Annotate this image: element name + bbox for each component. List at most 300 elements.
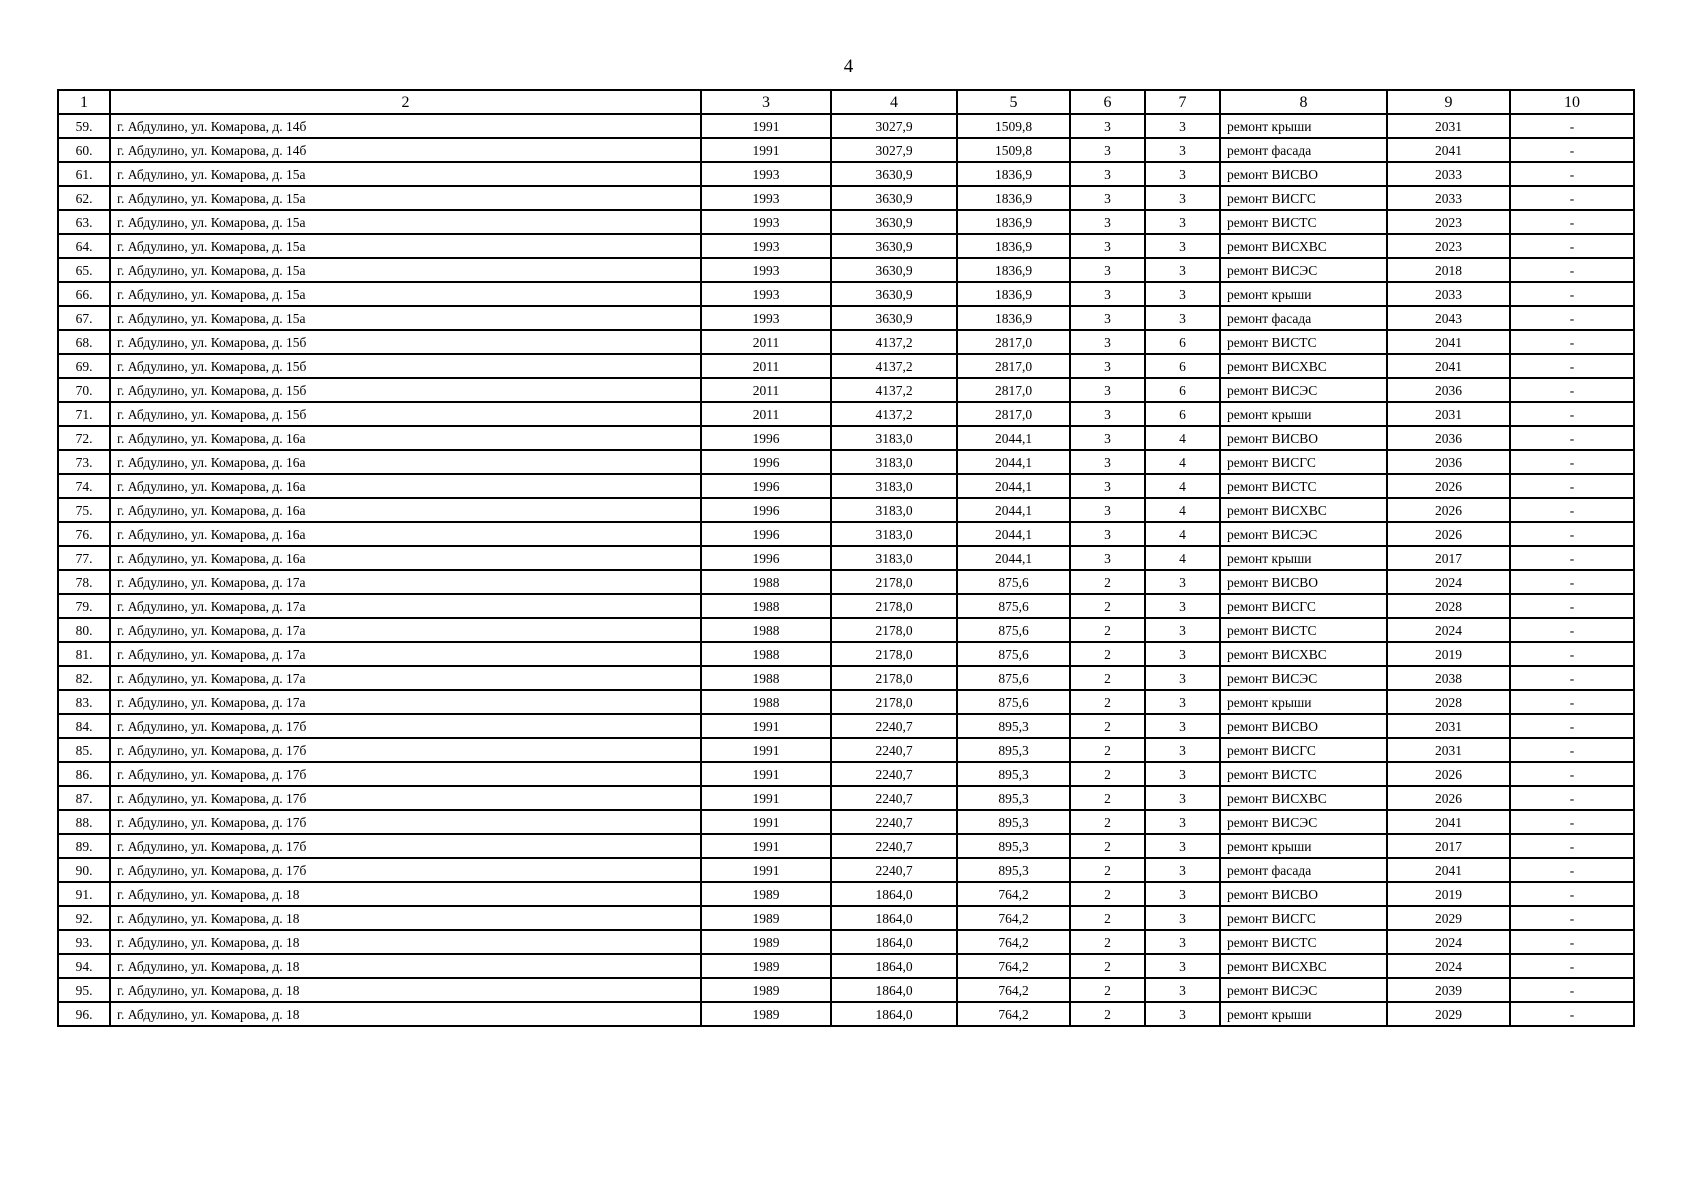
cell-address: г. Абдулино, ул. Комарова, д. 15б [110, 330, 701, 354]
cell-year-built: 1989 [701, 882, 831, 906]
cell-year-built: 1993 [701, 162, 831, 186]
cell-note: - [1510, 114, 1634, 138]
cell-work-type: ремонт ВИСХВС [1220, 642, 1387, 666]
table-row [58, 330, 1634, 354]
cell-address: г. Абдулино, ул. Комарова, д. 17б [110, 714, 701, 738]
cell-planned-year: 2029 [1387, 906, 1510, 930]
cell-year-built: 1989 [701, 954, 831, 978]
cell-row-number: 78. [58, 570, 110, 594]
table-row [58, 186, 1634, 210]
cell-note: - [1510, 306, 1634, 330]
cell-floors-6: 2 [1070, 738, 1145, 762]
cell-address: г. Абдулино, ул. Комарова, д. 18 [110, 906, 701, 930]
cell-note: - [1510, 906, 1634, 930]
cell-address: г. Абдулино, ул. Комарова, д. 17б [110, 834, 701, 858]
cell-year-built: 1989 [701, 1002, 831, 1026]
table-row [58, 162, 1634, 186]
cell-year-built: 1988 [701, 570, 831, 594]
cell-note: - [1510, 882, 1634, 906]
cell-note: - [1510, 138, 1634, 162]
cell-note: - [1510, 618, 1634, 642]
cell-year-built: 1991 [701, 762, 831, 786]
column-header-1: 1 [58, 90, 110, 114]
cell-address: г. Абдулино, ул. Комарова, д. 16а [110, 522, 701, 546]
cell-note: - [1510, 594, 1634, 618]
cell-entrances-7: 3 [1145, 1002, 1220, 1026]
cell-planned-year: 2028 [1387, 594, 1510, 618]
cell-living-area: 2817,0 [957, 354, 1070, 378]
table-row [58, 954, 1634, 978]
cell-year-built: 1996 [701, 546, 831, 570]
cell-planned-year: 2024 [1387, 930, 1510, 954]
table-row [58, 354, 1634, 378]
table-row [58, 930, 1634, 954]
cell-planned-year: 2028 [1387, 690, 1510, 714]
cell-address: г. Абдулино, ул. Комарова, д. 17а [110, 618, 701, 642]
cell-total-area: 3630,9 [831, 210, 957, 234]
cell-living-area: 1836,9 [957, 162, 1070, 186]
cell-work-type: ремонт ВИСТС [1220, 210, 1387, 234]
cell-row-number: 81. [58, 642, 110, 666]
cell-work-type: ремонт ВИСТС [1220, 930, 1387, 954]
cell-floors-6: 2 [1070, 762, 1145, 786]
cell-work-type: ремонт крыши [1220, 282, 1387, 306]
cell-total-area: 4137,2 [831, 330, 957, 354]
cell-living-area: 875,6 [957, 570, 1070, 594]
table-row [58, 498, 1634, 522]
cell-total-area: 3027,9 [831, 114, 957, 138]
cell-work-type: ремонт ВИСВО [1220, 426, 1387, 450]
cell-work-type: ремонт ВИСЭС [1220, 666, 1387, 690]
cell-address: г. Абдулино, ул. Комарова, д. 16а [110, 426, 701, 450]
cell-row-number: 65. [58, 258, 110, 282]
cell-total-area: 3630,9 [831, 162, 957, 186]
cell-living-area: 895,3 [957, 810, 1070, 834]
cell-planned-year: 2041 [1387, 138, 1510, 162]
cell-planned-year: 2018 [1387, 258, 1510, 282]
column-header-3: 3 [701, 90, 831, 114]
cell-floors-6: 3 [1070, 450, 1145, 474]
cell-floors-6: 2 [1070, 618, 1145, 642]
cell-total-area: 1864,0 [831, 978, 957, 1002]
cell-address: г. Абдулино, ул. Комарова, д. 15а [110, 282, 701, 306]
cell-work-type: ремонт крыши [1220, 402, 1387, 426]
cell-address: г. Абдулино, ул. Комарова, д. 15а [110, 306, 701, 330]
cell-planned-year: 2024 [1387, 570, 1510, 594]
cell-entrances-7: 3 [1145, 210, 1220, 234]
cell-note: - [1510, 426, 1634, 450]
cell-floors-6: 2 [1070, 858, 1145, 882]
column-header-2: 2 [110, 90, 701, 114]
cell-address: г. Абдулино, ул. Комарова, д. 17б [110, 858, 701, 882]
table-header-row [58, 90, 1634, 114]
cell-total-area: 2240,7 [831, 834, 957, 858]
cell-row-number: 91. [58, 882, 110, 906]
cell-total-area: 4137,2 [831, 402, 957, 426]
cell-year-built: 1988 [701, 666, 831, 690]
cell-planned-year: 2023 [1387, 234, 1510, 258]
cell-total-area: 1864,0 [831, 906, 957, 930]
cell-address: г. Абдулино, ул. Комарова, д. 17а [110, 594, 701, 618]
cell-floors-6: 3 [1070, 282, 1145, 306]
cell-total-area: 3183,0 [831, 450, 957, 474]
cell-entrances-7: 3 [1145, 282, 1220, 306]
cell-row-number: 87. [58, 786, 110, 810]
cell-planned-year: 2026 [1387, 498, 1510, 522]
cell-living-area: 1836,9 [957, 186, 1070, 210]
cell-total-area: 3183,0 [831, 426, 957, 450]
cell-note: - [1510, 930, 1634, 954]
cell-note: - [1510, 210, 1634, 234]
cell-year-built: 1996 [701, 450, 831, 474]
cell-living-area: 2817,0 [957, 330, 1070, 354]
cell-row-number: 61. [58, 162, 110, 186]
cell-address: г. Абдулино, ул. Комарова, д. 17а [110, 690, 701, 714]
cell-planned-year: 2019 [1387, 642, 1510, 666]
cell-total-area: 2178,0 [831, 594, 957, 618]
cell-entrances-7: 3 [1145, 762, 1220, 786]
column-header-7: 7 [1145, 90, 1220, 114]
table-row [58, 690, 1634, 714]
cell-floors-6: 2 [1070, 666, 1145, 690]
table-row [58, 234, 1634, 258]
table-row [58, 834, 1634, 858]
cell-row-number: 73. [58, 450, 110, 474]
cell-entrances-7: 4 [1145, 474, 1220, 498]
cell-total-area: 1864,0 [831, 882, 957, 906]
cell-entrances-7: 3 [1145, 978, 1220, 1002]
table-row [58, 522, 1634, 546]
cell-row-number: 94. [58, 954, 110, 978]
cell-planned-year: 2031 [1387, 402, 1510, 426]
cell-entrances-7: 6 [1145, 378, 1220, 402]
cell-year-built: 1988 [701, 642, 831, 666]
cell-row-number: 63. [58, 210, 110, 234]
cell-living-area: 2817,0 [957, 402, 1070, 426]
cell-living-area: 764,2 [957, 882, 1070, 906]
cell-work-type: ремонт ВИСТС [1220, 474, 1387, 498]
cell-row-number: 76. [58, 522, 110, 546]
cell-address: г. Абдулино, ул. Комарова, д. 16а [110, 498, 701, 522]
table-row [58, 978, 1634, 1002]
cell-row-number: 75. [58, 498, 110, 522]
table-row [58, 114, 1634, 138]
cell-row-number: 96. [58, 1002, 110, 1026]
cell-entrances-7: 3 [1145, 786, 1220, 810]
table-row [58, 618, 1634, 642]
cell-note: - [1510, 858, 1634, 882]
cell-note: - [1510, 978, 1634, 1002]
cell-total-area: 3630,9 [831, 258, 957, 282]
cell-note: - [1510, 282, 1634, 306]
cell-work-type: ремонт ВИСГС [1220, 186, 1387, 210]
cell-floors-6: 3 [1070, 138, 1145, 162]
cell-total-area: 3027,9 [831, 138, 957, 162]
cell-floors-6: 2 [1070, 1002, 1145, 1026]
cell-total-area: 1864,0 [831, 930, 957, 954]
cell-living-area: 895,3 [957, 858, 1070, 882]
cell-work-type: ремонт крыши [1220, 114, 1387, 138]
table-row [58, 474, 1634, 498]
cell-living-area: 875,6 [957, 594, 1070, 618]
table-row [58, 594, 1634, 618]
cell-floors-6: 2 [1070, 834, 1145, 858]
cell-entrances-7: 3 [1145, 690, 1220, 714]
cell-floors-6: 2 [1070, 786, 1145, 810]
cell-floors-6: 3 [1070, 474, 1145, 498]
cell-row-number: 72. [58, 426, 110, 450]
cell-work-type: ремонт ВИСХВС [1220, 354, 1387, 378]
cell-planned-year: 2026 [1387, 522, 1510, 546]
cell-work-type: ремонт крыши [1220, 546, 1387, 570]
cell-address: г. Абдулино, ул. Комарова, д. 15а [110, 186, 701, 210]
cell-living-area: 895,3 [957, 738, 1070, 762]
cell-living-area: 1836,9 [957, 258, 1070, 282]
cell-total-area: 3183,0 [831, 522, 957, 546]
cell-entrances-7: 3 [1145, 258, 1220, 282]
cell-address: г. Абдулино, ул. Комарова, д. 15б [110, 354, 701, 378]
cell-living-area: 875,6 [957, 642, 1070, 666]
cell-row-number: 82. [58, 666, 110, 690]
cell-floors-6: 2 [1070, 570, 1145, 594]
cell-living-area: 895,3 [957, 786, 1070, 810]
cell-address: г. Абдулино, ул. Комарова, д. 18 [110, 882, 701, 906]
cell-planned-year: 2036 [1387, 450, 1510, 474]
cell-work-type: ремонт крыши [1220, 1002, 1387, 1026]
cell-row-number: 69. [58, 354, 110, 378]
column-header-4: 4 [831, 90, 957, 114]
cell-note: - [1510, 738, 1634, 762]
cell-year-built: 1991 [701, 810, 831, 834]
cell-floors-6: 2 [1070, 954, 1145, 978]
cell-living-area: 2044,1 [957, 546, 1070, 570]
cell-floors-6: 3 [1070, 354, 1145, 378]
cell-note: - [1510, 1002, 1634, 1026]
cell-total-area: 3630,9 [831, 234, 957, 258]
cell-year-built: 1996 [701, 498, 831, 522]
cell-floors-6: 2 [1070, 810, 1145, 834]
cell-living-area: 2044,1 [957, 426, 1070, 450]
cell-planned-year: 2029 [1387, 1002, 1510, 1026]
cell-note: - [1510, 378, 1634, 402]
cell-year-built: 1991 [701, 858, 831, 882]
cell-row-number: 66. [58, 282, 110, 306]
table-row [58, 426, 1634, 450]
cell-address: г. Абдулино, ул. Комарова, д. 15а [110, 162, 701, 186]
cell-total-area: 3630,9 [831, 306, 957, 330]
cell-note: - [1510, 402, 1634, 426]
cell-address: г. Абдулино, ул. Комарова, д. 17а [110, 642, 701, 666]
cell-planned-year: 2033 [1387, 162, 1510, 186]
cell-planned-year: 2024 [1387, 954, 1510, 978]
cell-work-type: ремонт ВИСЭС [1220, 978, 1387, 1002]
cell-year-built: 1989 [701, 930, 831, 954]
cell-floors-6: 2 [1070, 690, 1145, 714]
cell-entrances-7: 3 [1145, 858, 1220, 882]
cell-living-area: 764,2 [957, 1002, 1070, 1026]
cell-work-type: ремонт ВИСВО [1220, 714, 1387, 738]
cell-living-area: 895,3 [957, 714, 1070, 738]
cell-row-number: 90. [58, 858, 110, 882]
table-row [58, 906, 1634, 930]
table-row [58, 714, 1634, 738]
cell-address: г. Абдулино, ул. Комарова, д. 16а [110, 546, 701, 570]
cell-row-number: 74. [58, 474, 110, 498]
cell-entrances-7: 3 [1145, 906, 1220, 930]
cell-living-area: 1509,8 [957, 138, 1070, 162]
cell-note: - [1510, 354, 1634, 378]
cell-living-area: 2817,0 [957, 378, 1070, 402]
cell-note: - [1510, 498, 1634, 522]
cell-total-area: 2240,7 [831, 810, 957, 834]
cell-address: г. Абдулино, ул. Комарова, д. 17б [110, 738, 701, 762]
cell-work-type: ремонт ВИСВО [1220, 162, 1387, 186]
cell-year-built: 1991 [701, 138, 831, 162]
cell-floors-6: 3 [1070, 258, 1145, 282]
cell-total-area: 3183,0 [831, 498, 957, 522]
cell-address: г. Абдулино, ул. Комарова, д. 15а [110, 234, 701, 258]
cell-living-area: 895,3 [957, 834, 1070, 858]
cell-note: - [1510, 258, 1634, 282]
cell-address: г. Абдулино, ул. Комарова, д. 14б [110, 138, 701, 162]
cell-planned-year: 2033 [1387, 186, 1510, 210]
cell-year-built: 1996 [701, 426, 831, 450]
cell-total-area: 4137,2 [831, 354, 957, 378]
cell-work-type: ремонт ВИСВО [1220, 570, 1387, 594]
cell-year-built: 1996 [701, 474, 831, 498]
cell-floors-6: 2 [1070, 594, 1145, 618]
cell-year-built: 1993 [701, 306, 831, 330]
cell-address: г. Абдулино, ул. Комарова, д. 16а [110, 450, 701, 474]
cell-note: - [1510, 762, 1634, 786]
table-row [58, 258, 1634, 282]
cell-entrances-7: 3 [1145, 138, 1220, 162]
cell-note: - [1510, 954, 1634, 978]
cell-floors-6: 3 [1070, 498, 1145, 522]
cell-living-area: 764,2 [957, 930, 1070, 954]
cell-entrances-7: 3 [1145, 594, 1220, 618]
cell-floors-6: 3 [1070, 306, 1145, 330]
cell-entrances-7: 4 [1145, 426, 1220, 450]
cell-note: - [1510, 474, 1634, 498]
cell-floors-6: 3 [1070, 426, 1145, 450]
cell-work-type: ремонт ВИСЭС [1220, 522, 1387, 546]
cell-work-type: ремонт ВИСХВС [1220, 498, 1387, 522]
cell-total-area: 2178,0 [831, 666, 957, 690]
cell-living-area: 875,6 [957, 618, 1070, 642]
cell-address: г. Абдулино, ул. Комарова, д. 15б [110, 378, 701, 402]
cell-year-built: 1988 [701, 690, 831, 714]
cell-floors-6: 3 [1070, 162, 1145, 186]
cell-entrances-7: 4 [1145, 498, 1220, 522]
cell-entrances-7: 3 [1145, 930, 1220, 954]
cell-row-number: 68. [58, 330, 110, 354]
table-row [58, 762, 1634, 786]
cell-floors-6: 2 [1070, 714, 1145, 738]
cell-year-built: 1989 [701, 906, 831, 930]
cell-year-built: 1991 [701, 786, 831, 810]
cell-entrances-7: 6 [1145, 402, 1220, 426]
cell-row-number: 79. [58, 594, 110, 618]
cell-entrances-7: 3 [1145, 570, 1220, 594]
cell-note: - [1510, 330, 1634, 354]
cell-work-type: ремонт крыши [1220, 690, 1387, 714]
cell-year-built: 1996 [701, 522, 831, 546]
cell-work-type: ремонт ВИСВО [1220, 882, 1387, 906]
cell-row-number: 71. [58, 402, 110, 426]
cell-living-area: 875,6 [957, 666, 1070, 690]
cell-planned-year: 2023 [1387, 210, 1510, 234]
cell-work-type: ремонт ВИСХВС [1220, 954, 1387, 978]
column-header-5: 5 [957, 90, 1070, 114]
cell-living-area: 764,2 [957, 906, 1070, 930]
cell-year-built: 1989 [701, 978, 831, 1002]
cell-planned-year: 2024 [1387, 618, 1510, 642]
cell-note: - [1510, 546, 1634, 570]
cell-address: г. Абдулино, ул. Комарова, д. 17б [110, 810, 701, 834]
table-row [58, 666, 1634, 690]
cell-year-built: 1988 [701, 618, 831, 642]
cell-total-area: 2178,0 [831, 642, 957, 666]
cell-entrances-7: 3 [1145, 114, 1220, 138]
cell-year-built: 2011 [701, 378, 831, 402]
cell-total-area: 2178,0 [831, 570, 957, 594]
cell-address: г. Абдулино, ул. Комарова, д. 16а [110, 474, 701, 498]
cell-planned-year: 2026 [1387, 474, 1510, 498]
cell-year-built: 1991 [701, 834, 831, 858]
cell-work-type: ремонт ВИСТС [1220, 618, 1387, 642]
cell-year-built: 1993 [701, 234, 831, 258]
cell-floors-6: 3 [1070, 330, 1145, 354]
cell-planned-year: 2036 [1387, 378, 1510, 402]
cell-floors-6: 2 [1070, 930, 1145, 954]
cell-note: - [1510, 810, 1634, 834]
cell-planned-year: 2041 [1387, 810, 1510, 834]
cell-planned-year: 2039 [1387, 978, 1510, 1002]
cell-year-built: 1988 [701, 594, 831, 618]
cell-floors-6: 2 [1070, 978, 1145, 1002]
cell-row-number: 59. [58, 114, 110, 138]
cell-work-type: ремонт фасада [1220, 138, 1387, 162]
cell-row-number: 60. [58, 138, 110, 162]
cell-year-built: 1991 [701, 114, 831, 138]
cell-planned-year: 2019 [1387, 882, 1510, 906]
cell-note: - [1510, 690, 1634, 714]
cell-floors-6: 2 [1070, 642, 1145, 666]
cell-address: г. Абдулино, ул. Комарова, д. 14б [110, 114, 701, 138]
cell-entrances-7: 3 [1145, 642, 1220, 666]
cell-living-area: 1836,9 [957, 234, 1070, 258]
cell-address: г. Абдулино, ул. Комарова, д. 18 [110, 954, 701, 978]
cell-note: - [1510, 642, 1634, 666]
cell-row-number: 92. [58, 906, 110, 930]
cell-note: - [1510, 666, 1634, 690]
cell-floors-6: 3 [1070, 234, 1145, 258]
cell-floors-6: 3 [1070, 378, 1145, 402]
cell-living-area: 2044,1 [957, 450, 1070, 474]
cell-row-number: 89. [58, 834, 110, 858]
cell-living-area: 1509,8 [957, 114, 1070, 138]
table-row [58, 282, 1634, 306]
cell-entrances-7: 3 [1145, 234, 1220, 258]
cell-planned-year: 2017 [1387, 834, 1510, 858]
cell-living-area: 2044,1 [957, 498, 1070, 522]
cell-total-area: 2240,7 [831, 738, 957, 762]
cell-planned-year: 2041 [1387, 858, 1510, 882]
cell-entrances-7: 3 [1145, 882, 1220, 906]
cell-year-built: 2011 [701, 402, 831, 426]
table-row [58, 138, 1634, 162]
